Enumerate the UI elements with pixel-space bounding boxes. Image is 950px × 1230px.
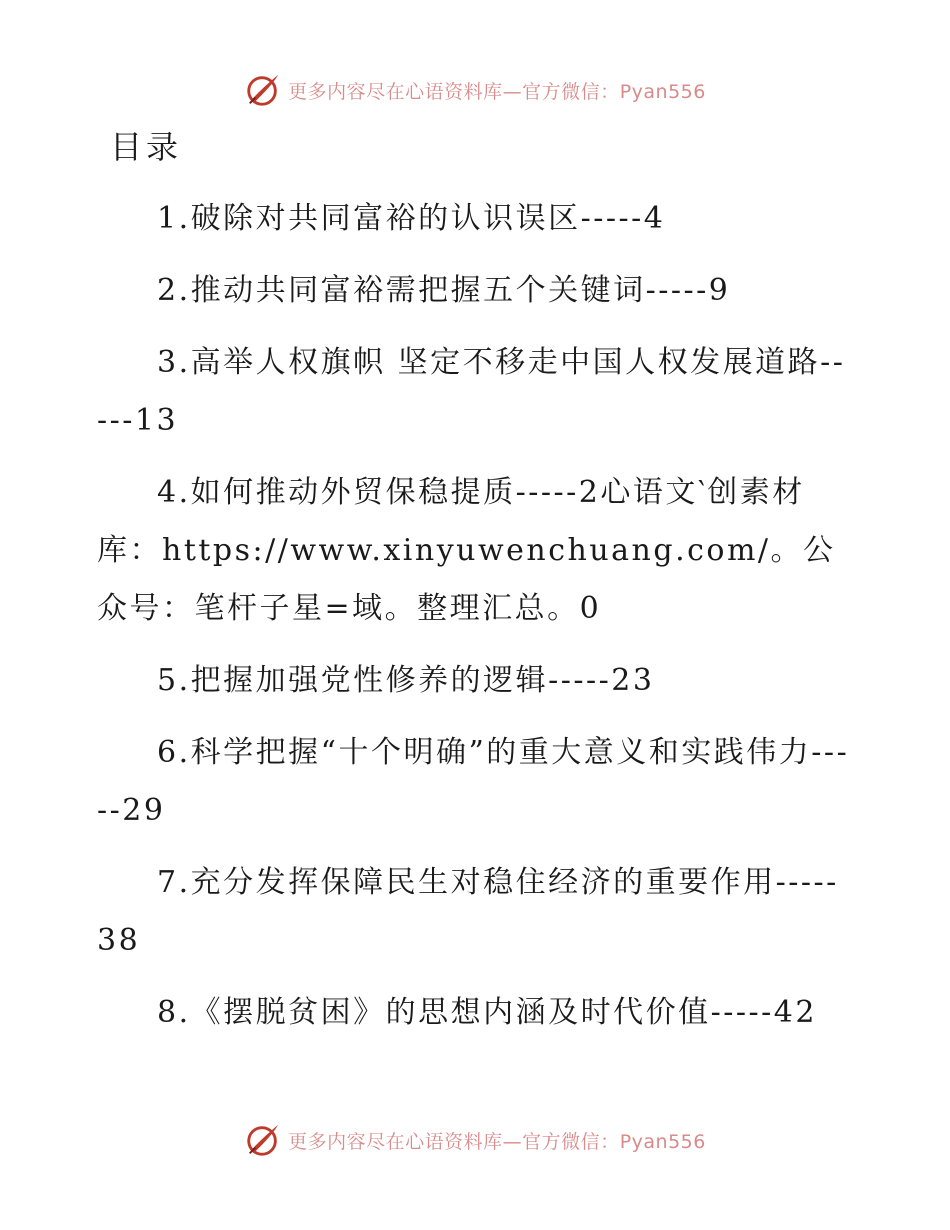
toc-item: 7.充分发挥保障民生对稳住经济的重要作用-----38 [97,865,839,958]
watermark-label: 官方微信： [522,80,620,103]
toc-item: 5.把握加强党性修养的逻辑-----23 [157,663,655,698]
watermark-label: 官方微信： [522,1130,620,1153]
watermark-separator: — [502,1130,523,1153]
toc-item: 4.如何推动外贸保稳提质-----2心语文‵创素材库：https://www.xinyuwenchuang.com/。公众号：笔杆子星=域。整理汇总。0 [97,475,836,626]
toc-item: 2.推动共同富裕需把握五个关键词-----9 [157,273,731,308]
toc-list [97,190,857,1056]
quill-pen-logo-icon [244,71,282,109]
toc-item: 3.高举人权旗帜 坚定不移走中国人权发展道路-----13 [97,345,846,438]
watermark-separator: — [502,80,523,103]
quill-pen-logo-icon [244,1121,282,1159]
watermark-brand: 更多内容尽在心语资料库 [288,1130,503,1153]
watermark-wechat-id: Pyan556 [619,1130,706,1153]
watermark-brand: 更多内容尽在心语资料库 [288,80,503,103]
watermark-wechat-id: Pyan556 [619,80,706,103]
toc-item: 6.科学把握“十个明确”的重大意义和实践伟力-----29 [97,735,850,828]
watermark-text [288,77,706,104]
header-watermark [0,68,950,112]
toc-item: 1.破除对共同富裕的认识误区-----4 [157,201,666,236]
toc-title: 目录 [110,128,183,166]
toc-item: 8.《摆脱贫困》的思想内涵及时代价值-----42 [157,995,817,1030]
watermark-text [288,1127,706,1154]
footer-watermark [0,1118,950,1162]
